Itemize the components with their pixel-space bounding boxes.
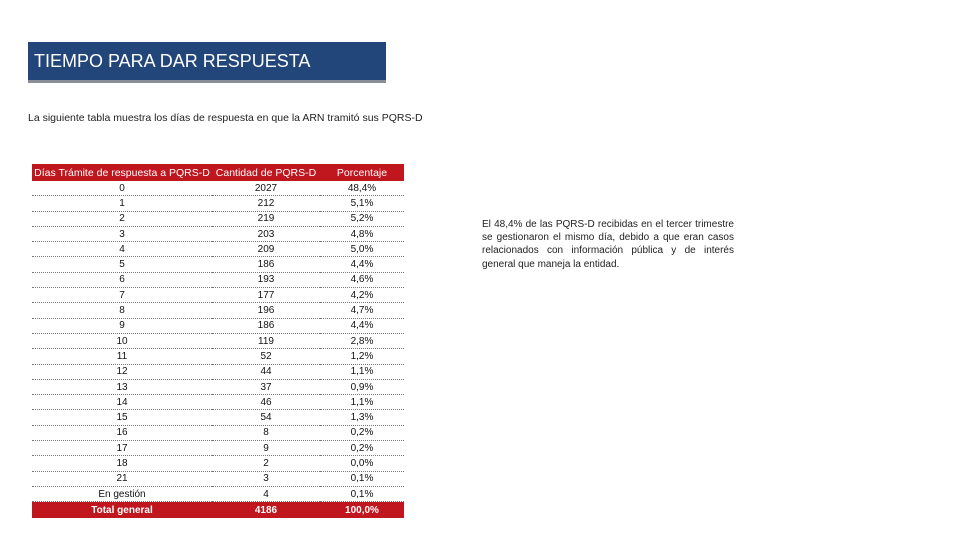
cell-count: 193 xyxy=(212,272,320,287)
total-cell-count: 4186 xyxy=(212,502,320,519)
cell-days: 18 xyxy=(32,456,212,471)
cell-count: 212 xyxy=(212,196,320,211)
cell-days: 13 xyxy=(32,379,212,394)
cell-days: 11 xyxy=(32,349,212,364)
cell-days: 1 xyxy=(32,196,212,211)
table-row xyxy=(32,333,404,348)
cell-percent: 1,2% xyxy=(320,349,404,364)
cell-percent: 4,4% xyxy=(320,318,404,333)
table-row xyxy=(32,456,404,471)
table-body xyxy=(32,181,404,518)
cell-count: 219 xyxy=(212,211,320,226)
page-title: TIEMPO PARA DAR RESPUESTA xyxy=(28,42,386,80)
cell-count: 186 xyxy=(212,318,320,333)
response-time-table xyxy=(32,164,404,518)
cell-percent: 0,2% xyxy=(320,441,404,456)
cell-days: 10 xyxy=(32,333,212,348)
table-row xyxy=(32,181,404,196)
cell-count: 46 xyxy=(212,395,320,410)
cell-count: 119 xyxy=(212,333,320,348)
cell-count: 209 xyxy=(212,242,320,257)
cell-percent: 4,6% xyxy=(320,272,404,287)
cell-count: 2 xyxy=(212,456,320,471)
cell-count: 2027 xyxy=(212,181,320,196)
cell-percent: 1,1% xyxy=(320,364,404,379)
table-row xyxy=(32,471,404,486)
cell-days: En gestión xyxy=(32,486,212,501)
cell-days: 8 xyxy=(32,303,212,318)
cell-percent: 0,2% xyxy=(320,425,404,440)
cell-count: 196 xyxy=(212,303,320,318)
cell-percent: 0,1% xyxy=(320,486,404,501)
cell-days: 17 xyxy=(32,441,212,456)
cell-days: 5 xyxy=(32,257,212,272)
table-row xyxy=(32,303,404,318)
cell-days: 6 xyxy=(32,272,212,287)
table-row xyxy=(32,364,404,379)
table-row xyxy=(32,379,404,394)
cell-days: 21 xyxy=(32,471,212,486)
cell-percent: 0,1% xyxy=(320,471,404,486)
table-row xyxy=(32,486,404,501)
cell-days: 3 xyxy=(32,226,212,241)
cell-days: 9 xyxy=(32,318,212,333)
cell-days: 4 xyxy=(32,242,212,257)
header-percent: Porcentaje xyxy=(320,164,404,181)
cell-days: 16 xyxy=(32,425,212,440)
cell-percent: 48,4% xyxy=(320,181,404,196)
cell-count: 54 xyxy=(212,410,320,425)
table-row xyxy=(32,395,404,410)
table-row xyxy=(32,318,404,333)
table-row xyxy=(32,441,404,456)
cell-days: 12 xyxy=(32,364,212,379)
table-row xyxy=(32,410,404,425)
table-row xyxy=(32,196,404,211)
cell-count: 37 xyxy=(212,379,320,394)
table-row xyxy=(32,349,404,364)
cell-percent: 4,7% xyxy=(320,303,404,318)
table-row xyxy=(32,257,404,272)
header-days: Días Trámite de respuesta a PQRS-D xyxy=(32,164,212,181)
table-row xyxy=(32,288,404,303)
cell-percent: 5,1% xyxy=(320,196,404,211)
cell-days: 14 xyxy=(32,395,212,410)
cell-count: 9 xyxy=(212,441,320,456)
cell-count: 4 xyxy=(212,486,320,501)
side-note: El 48,4% de las PQRS-D recibidas en el tercer trimestre se gestionaron el mismo día, debido a que eran casos relacionados con información pública y de interés general que maneja la entidad. xyxy=(482,219,734,270)
cell-count: 3 xyxy=(212,471,320,486)
cell-percent: 2,8% xyxy=(320,333,404,348)
cell-count: 203 xyxy=(212,226,320,241)
cell-percent: 0,9% xyxy=(320,379,404,394)
total-cell-percent: 100,0% xyxy=(320,502,404,519)
cell-days: 2 xyxy=(32,211,212,226)
cell-percent: 4,4% xyxy=(320,257,404,272)
table-row xyxy=(32,272,404,287)
cell-percent: 5,0% xyxy=(320,242,404,257)
cell-count: 186 xyxy=(212,257,320,272)
table-row xyxy=(32,211,404,226)
table-total-row xyxy=(32,502,404,519)
table-header-row xyxy=(32,164,404,181)
cell-percent: 0,0% xyxy=(320,456,404,471)
cell-days: 0 xyxy=(32,181,212,196)
total-cell-days: Total general xyxy=(32,502,212,519)
cell-percent: 1,3% xyxy=(320,410,404,425)
cell-count: 8 xyxy=(212,425,320,440)
header-count: Cantidad de PQRS-D xyxy=(212,164,320,181)
cell-count: 177 xyxy=(212,288,320,303)
cell-count: 52 xyxy=(212,349,320,364)
table-row xyxy=(32,226,404,241)
cell-days: 7 xyxy=(32,288,212,303)
cell-percent: 4,8% xyxy=(320,226,404,241)
cell-days: 15 xyxy=(32,410,212,425)
cell-percent: 5,2% xyxy=(320,211,404,226)
intro-text: La siguiente tabla muestra los días de respuesta en que la ARN tramitó sus PQRS-D xyxy=(28,112,423,124)
cell-count: 44 xyxy=(212,364,320,379)
cell-percent: 1,1% xyxy=(320,395,404,410)
cell-percent: 4,2% xyxy=(320,288,404,303)
table-row xyxy=(32,425,404,440)
table-row xyxy=(32,242,404,257)
